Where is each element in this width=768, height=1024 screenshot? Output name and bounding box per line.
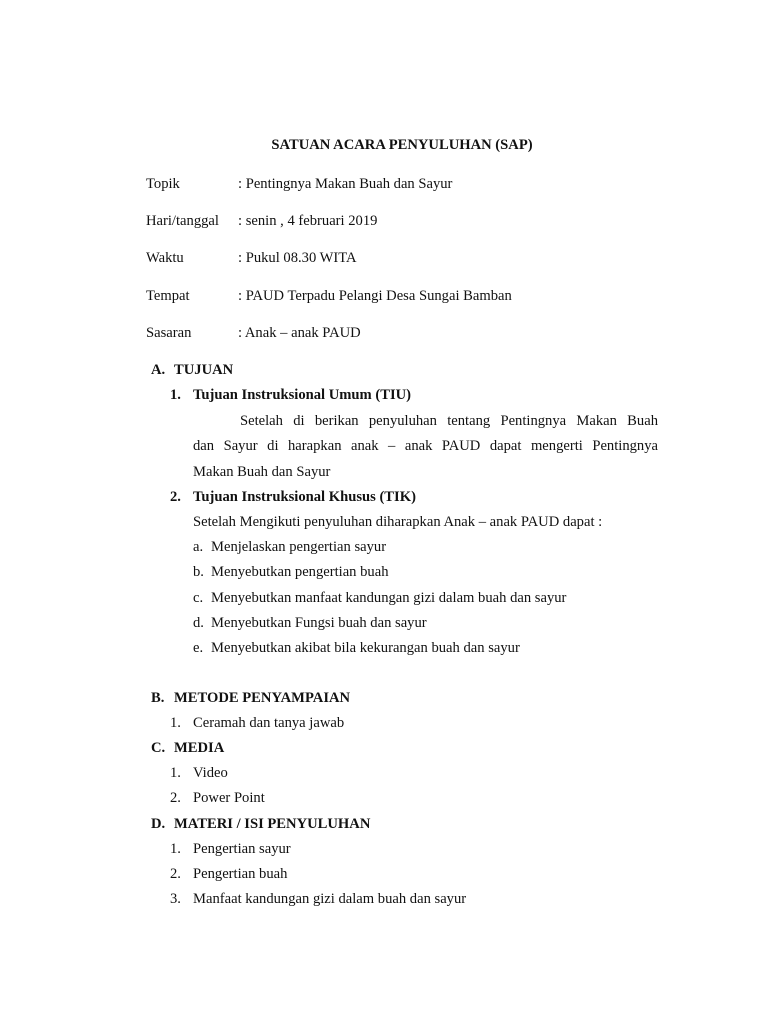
list-number: 1. <box>170 765 181 781</box>
section-heading: METODE PENYAMPAIAN <box>174 690 351 706</box>
list-item: Pengertian buah <box>193 866 288 882</box>
list-marker: e. <box>193 640 204 656</box>
list-item: Menyebutkan pengertian buah <box>211 564 389 580</box>
tiu-paragraph-line-2: dan Sayur di harapkan anak – anak PAUD dapat mengerti Pentingnya <box>193 438 658 454</box>
list-item: Pengertian sayur <box>193 841 291 857</box>
list-item: Menjelaskan pengertian sayur <box>211 539 387 555</box>
list-item: Menyebutkan Fungsi buah dan sayur <box>211 615 427 631</box>
list-number: 2. <box>170 790 181 806</box>
info-value-tempat: : PAUD Terpadu Pelangi Desa Sungai Bamban <box>238 288 512 304</box>
list-item: Ceramah dan tanya jawab <box>193 715 345 731</box>
subsection-heading-tik: Tujuan Instruksional Khusus (TIK) <box>193 489 416 505</box>
tiu-paragraph-line-3: Makan Buah dan Sayur <box>193 464 331 480</box>
list-marker: d. <box>193 615 204 631</box>
list-item: Manfaat kandungan gizi dalam buah dan sayur <box>193 891 467 907</box>
section-marker: B. <box>151 690 165 706</box>
list-item: Power Point <box>193 790 265 806</box>
info-value-waktu: : Pukul 08.30 WITA <box>238 250 357 266</box>
list-number: 1. <box>170 841 181 857</box>
list-number: 3. <box>170 891 181 907</box>
list-number: 1. <box>170 715 181 731</box>
section-marker: A. <box>151 362 166 378</box>
section-heading: MEDIA <box>174 740 225 756</box>
tik-intro: Setelah Mengikuti penyuluhan diharapkan Anak – anak PAUD dapat : <box>193 514 603 530</box>
info-label-waktu: Waktu <box>146 250 184 266</box>
subsection-heading-tiu: Tujuan Instruksional Umum (TIU) <box>193 387 412 403</box>
list-marker: a. <box>193 539 204 555</box>
info-value-sasaran: : Anak – anak PAUD <box>238 325 361 341</box>
section-marker: D. <box>151 816 166 832</box>
info-value-hari-tanggal: : senin , 4 februari 2019 <box>238 213 378 229</box>
tiu-paragraph-line-1: Setelah di berikan penyuluhan tentang Pentingnya Makan Buah <box>240 413 658 429</box>
info-label-tempat: Tempat <box>146 288 190 304</box>
list-marker: c. <box>193 590 204 606</box>
section-heading: MATERI / ISI PENYULUHAN <box>174 816 371 832</box>
list-item: Menyebutkan manfaat kandungan gizi dalam buah dan sayur <box>211 590 567 606</box>
subsection-number: 2. <box>170 489 181 505</box>
info-label-sasaran: Sasaran <box>146 325 192 341</box>
list-marker: b. <box>193 564 204 580</box>
subsection-number: 1. <box>170 387 181 403</box>
info-value-topik: : Pentingnya Makan Buah dan Sayur <box>238 176 453 192</box>
list-item: Menyebutkan akibat bila kekurangan buah dan sayur <box>211 640 520 656</box>
list-item: Video <box>193 765 228 781</box>
info-label-topik: Topik <box>146 176 180 192</box>
document-title: SATUAN ACARA PENYULUHAN (SAP) <box>271 137 533 153</box>
info-label-hari-tanggal: Hari/tanggal <box>146 213 219 229</box>
list-number: 2. <box>170 866 181 882</box>
section-heading: TUJUAN <box>174 362 234 378</box>
section-marker: C. <box>151 740 166 756</box>
